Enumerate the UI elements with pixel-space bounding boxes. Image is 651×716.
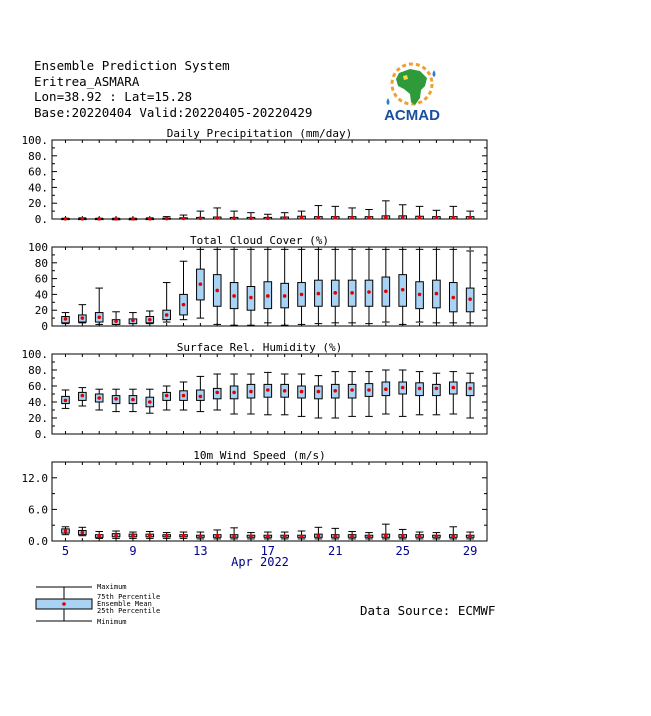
y-tick-label: 6.0: [28, 503, 48, 517]
x-tick-label: 9: [129, 544, 137, 558]
mean-point: [333, 534, 337, 538]
mean-point: [435, 216, 439, 220]
logo-text: ACMAD: [384, 107, 440, 124]
mean-point: [182, 534, 186, 538]
mean-point: [81, 531, 85, 535]
legend-mean-label: Ensemble Mean: [97, 600, 152, 608]
mean-point: [97, 217, 101, 221]
mean-point: [401, 534, 405, 538]
y-tick-label: 100: [28, 241, 48, 254]
mean-point: [300, 534, 304, 538]
mean-point: [182, 303, 186, 307]
mean-point: [64, 529, 68, 533]
legend-max-label: Maximum: [97, 583, 127, 591]
mean-point: [283, 389, 287, 393]
mean-point: [131, 319, 135, 323]
y-tick-label: 60: [34, 272, 48, 286]
mean-point: [350, 534, 354, 538]
mean-point: [300, 216, 304, 220]
y-tick-label: 40: [34, 288, 48, 302]
mean-point: [317, 390, 321, 394]
mean-point: [165, 313, 169, 317]
x-tick-label: 13: [193, 544, 208, 558]
mean-point: [468, 534, 472, 538]
mean-point: [266, 216, 270, 220]
mean-point: [418, 216, 422, 220]
panel-frame: [52, 462, 487, 541]
mean-point: [165, 394, 169, 398]
mean-point: [148, 318, 152, 322]
mean-point: [131, 534, 135, 538]
mean-point: [435, 387, 439, 391]
panel-title: Surface Rel. Humidity (%): [176, 341, 343, 354]
mean-point: [249, 216, 253, 220]
mean-point: [418, 293, 422, 297]
mean-point: [384, 216, 388, 220]
mean-point: [283, 216, 287, 220]
y-tick-label: 80: [34, 256, 48, 270]
y-tick-label: 100.: [21, 134, 48, 147]
mean-point: [266, 294, 270, 298]
mean-point: [199, 395, 203, 399]
mean-point: [435, 292, 439, 296]
mean-point: [249, 296, 253, 300]
header-dates: Base:20220404 Valid:20220405-20220429: [34, 104, 313, 120]
panel-frame: [52, 140, 487, 219]
legend-min-label: Minimum: [97, 618, 127, 626]
mean-point: [114, 217, 118, 221]
legend-p75-label: 75th Percentile: [97, 593, 161, 601]
mean-point: [468, 387, 472, 391]
panel-title: Daily Precipitation (mm/day): [166, 127, 353, 140]
mean-point: [333, 291, 337, 295]
mean-point: [199, 534, 203, 538]
y-tick-label: 0.0: [28, 535, 48, 548]
mean-point: [64, 399, 68, 403]
y-tick-label: 12.0: [21, 471, 48, 485]
y-tick-label: 100.: [21, 348, 48, 361]
y-tick-label: 20.: [28, 197, 48, 211]
y-tick-label: 80.: [28, 149, 48, 163]
mean-point: [451, 386, 455, 390]
mean-point: [401, 386, 405, 390]
mean-point: [367, 534, 371, 538]
mean-point: [350, 291, 354, 295]
y-tick-label: 80.: [28, 364, 48, 377]
mean-point: [114, 397, 118, 401]
x-axis-label: Apr 2022: [231, 555, 289, 569]
mean-point: [97, 316, 101, 320]
y-tick-label: 60.: [28, 165, 48, 179]
mean-point: [384, 534, 388, 538]
mean-point: [283, 534, 287, 538]
mean-point: [384, 289, 388, 293]
mean-point: [333, 216, 337, 220]
legend-p25-label: 25th Percentile: [97, 607, 161, 615]
mean-point: [199, 216, 203, 220]
x-tick-label: 21: [328, 544, 343, 558]
mean-point: [451, 296, 455, 300]
mean-point: [114, 533, 118, 537]
y-tick-label: 40.: [28, 181, 48, 195]
header-coordinates: Lon=38.92 : Lat=15.28: [34, 89, 193, 104]
mean-point: [131, 217, 135, 221]
x-tick-label: 25: [395, 544, 410, 558]
mean-point: [283, 294, 287, 298]
mean-point: [350, 216, 354, 220]
mean-point: [300, 390, 304, 394]
mean-point: [232, 294, 236, 298]
mean-point: [81, 316, 85, 320]
mean-point: [64, 217, 68, 221]
panel-title: Total Cloud Cover (%): [189, 234, 330, 247]
mean-point: [215, 289, 219, 293]
mean-point: [350, 388, 354, 392]
mean-point: [451, 216, 455, 220]
x-tick-label: 5: [61, 544, 70, 558]
mean-point: [232, 391, 236, 395]
mean-point: [418, 534, 422, 538]
mean-point: [131, 398, 135, 402]
mean-point: [182, 394, 186, 398]
mean-point: [64, 317, 68, 321]
mean-point: [215, 216, 219, 220]
y-tick-label: 60.: [28, 380, 48, 393]
mean-point: [468, 216, 472, 220]
mean-point: [81, 217, 85, 221]
mean-point: [266, 388, 270, 392]
mean-point: [182, 217, 186, 221]
mean-point: [266, 534, 270, 538]
header-system: Ensemble Prediction System: [34, 58, 230, 73]
mean-point: [165, 534, 169, 538]
mean-point: [199, 282, 203, 286]
mean-point: [165, 217, 169, 221]
mean-point: [317, 534, 321, 538]
mean-point: [418, 387, 422, 391]
mean-point: [384, 387, 388, 391]
mean-point: [317, 292, 321, 296]
x-tick-label: 29: [462, 544, 478, 558]
mean-point: [401, 216, 405, 220]
panel-title: 10m Wind Speed (m/s): [193, 449, 326, 462]
header-location: Eritrea_ASMARA: [34, 73, 140, 89]
mean-point: [401, 288, 405, 292]
mean-point: [97, 396, 101, 400]
mean-point: [148, 400, 152, 404]
y-tick-label: 20: [34, 304, 48, 318]
y-tick-label: 0: [41, 320, 48, 333]
mean-point: [367, 388, 371, 392]
mean-point: [367, 216, 371, 220]
mean-point: [148, 534, 152, 538]
mean-point: [317, 216, 321, 220]
data-source: Data Source: ECMWF: [360, 603, 496, 618]
mean-point: [367, 290, 371, 294]
mean-point: [249, 390, 253, 394]
mean-point: [333, 389, 337, 393]
mean-point: [468, 297, 472, 301]
mean-point: [81, 394, 85, 398]
legend-mean-point: [62, 602, 66, 606]
mean-point: [215, 534, 219, 538]
mean-point: [232, 216, 236, 220]
y-tick-label: 0.: [34, 428, 48, 441]
y-tick-label: 20.: [28, 412, 48, 425]
mean-point: [451, 534, 455, 538]
mean-point: [215, 391, 219, 395]
y-tick-label: 0.: [34, 213, 48, 226]
mean-point: [114, 319, 118, 323]
mean-point: [148, 217, 152, 221]
x-tick-label: 17: [260, 544, 276, 558]
mean-point: [300, 293, 304, 297]
mean-point: [232, 534, 236, 538]
mean-point: [249, 534, 253, 538]
y-tick-label: 40.: [28, 396, 48, 409]
mean-point: [435, 534, 439, 538]
mean-point: [97, 534, 101, 538]
